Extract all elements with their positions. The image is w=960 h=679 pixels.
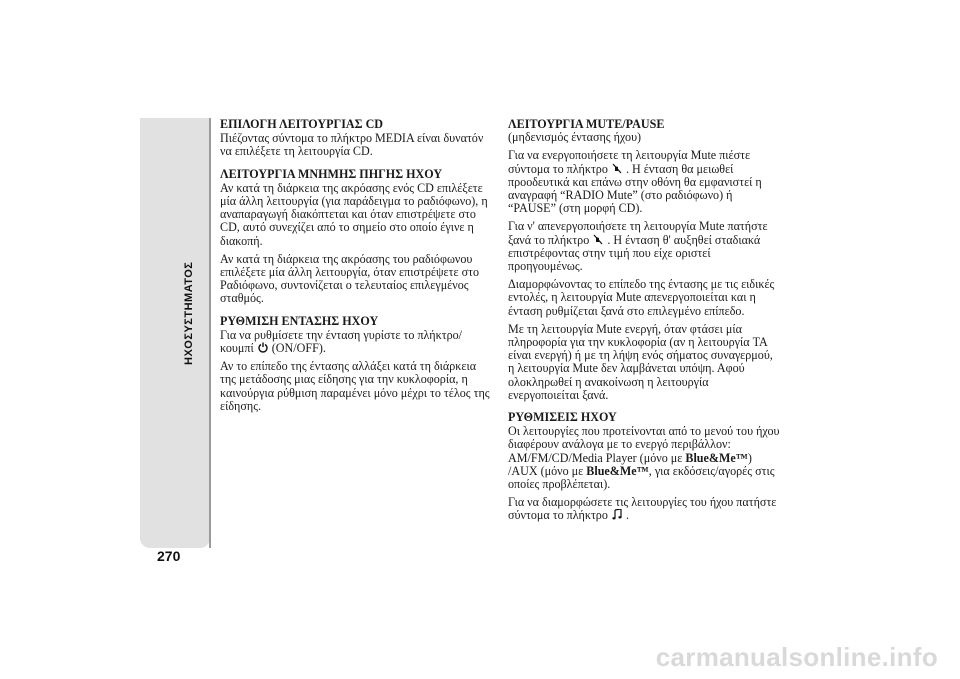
- text: , για εκδόσεις/αγορές στις οποίες προβλέπεται).: [508, 463, 775, 492]
- watermark: carmanualsonline.info: [655, 642, 938, 672]
- heading-mute-pause: ΛΕΙΤΟΥΡΓΙΑ MUTE/PAUSE: [508, 117, 665, 131]
- music-note-icon: [612, 509, 622, 520]
- left-column: [220, 118, 492, 418]
- heading-volume: ΡΥΘΜΙΣΗ ΕΝΤΑΣΗΣ ΗΧΟΥ: [220, 313, 379, 328]
- right-column: [508, 118, 780, 528]
- brand-text: Blue&Me™: [685, 450, 748, 465]
- power-icon: [258, 342, 268, 353]
- text: Για να ρυθμίσετε την ένταση γυρίστε το πλήκτρο/κουμπί: [220, 327, 463, 356]
- brand-text: Blue&Me™: [586, 463, 649, 478]
- paragraph: [508, 149, 780, 215]
- paragraph: Αν κατά τη διάρκεια της ακρόασης ενός CD επιλέξετε μία άλλη λειτουργία (για παράδειγμα το ραδιόφωνο), η αναπαραγωγή διακόπτεται και όταν επιστρέψετε στο CD, αυτό συνεχίζει από το σημείο στο οποίο έγινε η διακοπή.: [220, 180, 488, 248]
- text: Για ν' απενεργοποιήσετε τη λειτουργία Mute πατήστε ξανά το πλήκτρο: [508, 219, 768, 247]
- sidebar-divider: [209, 118, 211, 548]
- text: . Η ένταση θα μειωθεί προοδευτικά και επάνω στην οθόνη θα εμφανιστεί η αναγραφή “RADIO Mute” (στο ραδιόφωνο) ή “PAUSE” (στη μορφή CD).: [508, 161, 762, 216]
- text: . Η ένταση θ' αυξηθεί σταδιακά επιστρέφοντας στην τιμή που είχε οριστεί προηγουμένως.: [508, 232, 761, 274]
- paragraph: [508, 496, 780, 522]
- paragraph: Διαμορφώνοντας το επίπεδο της έντασης με τις ειδικές εντολές, η λειτουργία Mute απενεργοποιείται και η ένταση ρυθμίζεται ξανά στο επιλεγμένο επίπεδο.: [508, 277, 775, 318]
- mute-icon: [593, 234, 603, 245]
- paragraph: Αν κατά τη διάρκεια της ακρόασης του ραδιόφωνου επιλέξετε μία άλλη λειτουργία, όταν επιστρέψετε στο Ραδιόφωνο, συντονίζεται ο τελευταίος επιλεγμένος σταθμός.: [220, 251, 480, 306]
- heading-source-memory: ΛΕΙΤΟΥΡΓΙΑ ΜΝΗΜΗΣ ΠΗΓΗΣ ΗΧΟΥ: [220, 166, 443, 181]
- text: Για να ενεργοποιήσετε τη λειτουργία Mute πιέστε σύντομα το πλήκτρο: [508, 148, 751, 176]
- heading-audio-settings: ΡΥΘΜΙΣΕΙΣ ΗΧΟΥ: [508, 410, 617, 425]
- text: Οι λειτουργίες που προτείνονται από το μενού του ήχου διαφέρουν ανάλογα με το ενεργό περιβάλλον: AM/FM/CD/Media Player (μόνο με: [508, 424, 780, 465]
- paragraph: [220, 329, 492, 355]
- heading-cd-mode: ΕΠΙΛΟΓΗ ΛΕΙΤΟΥΡΓΙΑΣ CD: [220, 117, 384, 131]
- sidebar-strip: [140, 118, 210, 548]
- paragraph: [508, 220, 780, 273]
- paragraph: [508, 425, 780, 491]
- paragraph: Πιέζοντας σύντομα το πλήκτρο MEDIA είναι δυνατόν να επιλέξετε τη λειτουργία CD.: [220, 131, 484, 159]
- paragraph: Αν το επίπεδο της έντασης αλλάξει κατά τη διάρκεια της μετάδοσης μιας είδησης για την κυκλοφορία, η καινούργια ρύθμιση παραμένει μόνο μέχρι το τέλος της είδησης.: [220, 359, 490, 413]
- mute-icon: [612, 163, 622, 174]
- text: (ON/OFF).: [271, 341, 326, 356]
- paragraph: Με τη λειτουργία Mute ενεργή, όταν φτάσει μία πληροφορία για την κυκλοφορία (αν η λειτουργία TA είναι ενεργή) ή με τη λήψη ενός σήματος συναγερμού, η λειτουργία Mute δεν λαμβάνεται υπόψη. Αφού ολοκληρωθεί η ανακοίνωση η λειτουργία ενεργοποιείται ξανά.: [508, 321, 773, 402]
- subtitle: (μηδενισμός έντασης ήχου): [508, 130, 642, 145]
- page-number: 270: [157, 548, 181, 564]
- text: .: [625, 508, 629, 523]
- text: ) /AUX (μόνο με: [508, 450, 752, 478]
- text: Για να διαμορφώσετε τις λειτουργίες του ήχου πατήστε σύντομα το πλήκτρο: [508, 495, 777, 523]
